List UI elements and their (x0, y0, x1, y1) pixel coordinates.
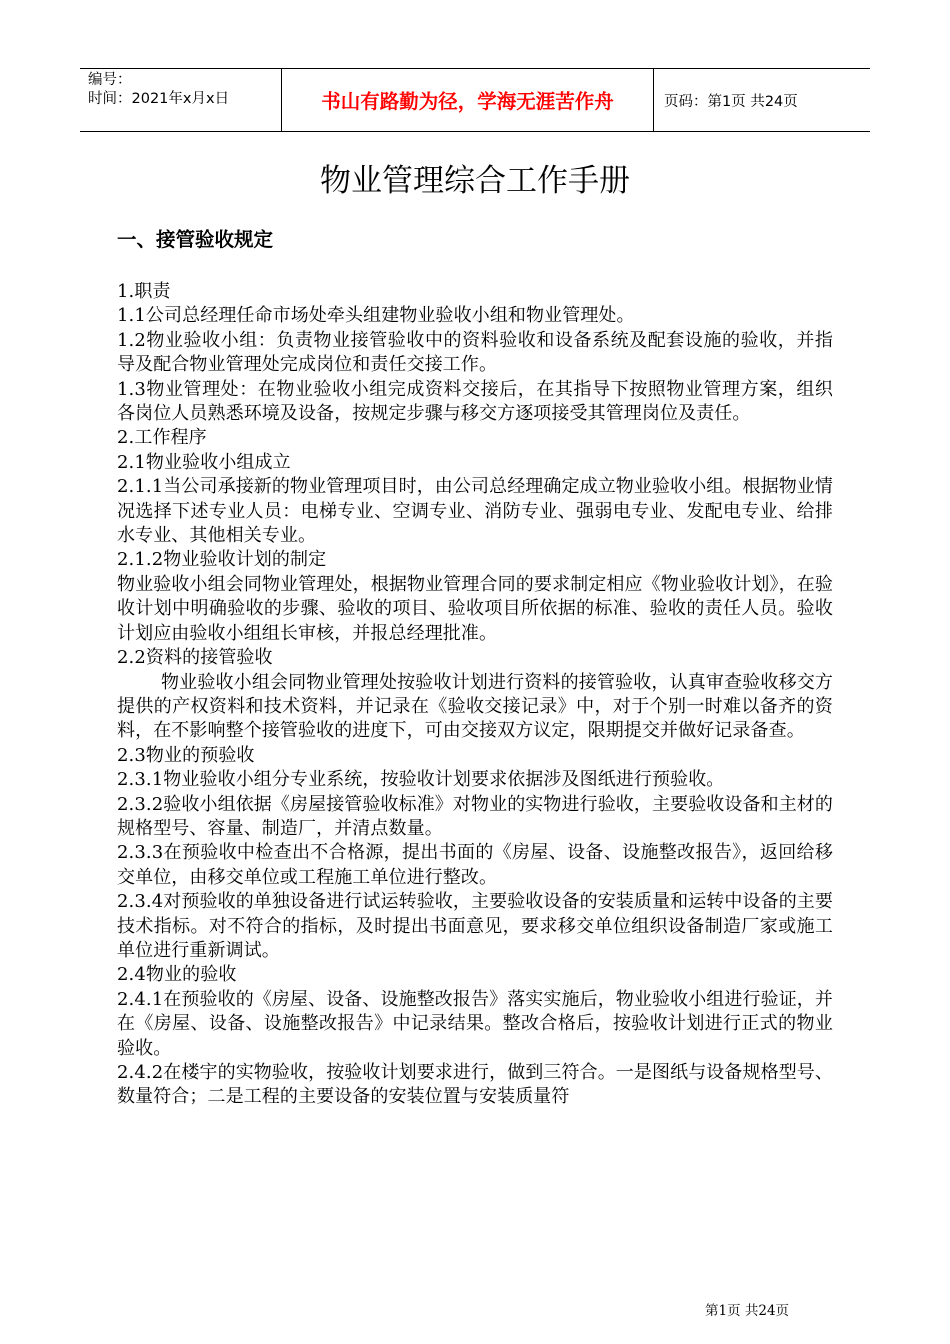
doc-time-label: 时间：2021年x月x日 (88, 91, 230, 107)
doc-number-label: 编号： (88, 72, 132, 88)
document-title: 物业管理综合工作手册 (320, 163, 630, 199)
paragraph: 2.工作程序 (117, 427, 207, 449)
header-meta (80, 69, 282, 131)
paragraph: 2.4.1在预验收的《房屋、设备、设施整改报告》落实实施后，物业验收小组进行验证，并在《房屋、设备、设施整改报告》中记录结果。整改合格后，按验收计划进行正式的物业验收。 (117, 988, 833, 1059)
paragraph: 2.3.2验收小组依据《房屋接管验收标准》对物业的实物进行验收，主要验收设备和主材的规格型号、容量、制造厂，并清点数量。 (117, 793, 833, 839)
paragraph: 2.3.4对预验收的单独设备进行试运转验收，主要验收设备的安装质量和运转中设备的主要技术指标。对不符合的指标，及时提出书面意见，要求移交单位组织设备制造厂家或施工单位进行重新调试。 (117, 891, 833, 961)
paragraph: 2.2资料的接管验收 (117, 647, 273, 669)
section-title: 一、接管验收规定 (117, 228, 274, 251)
paragraph: 2.3.3在预验收中检查出不合格源，提出书面的《房屋、设备、设施整改报告》，返回给移交单位，由移交单位或工程施工单位进行整改。 (117, 842, 833, 888)
paragraph: 1.职责 (117, 281, 171, 302)
header-page-info: 页码：第1页 共24页 (664, 93, 798, 110)
paragraph: 1.2物业验收小组：负责物业接管验收中的资料验收和设备系统及配套设施的验收，并指导及配合物业管理处完成岗位和责任交接工作。 (117, 329, 833, 376)
header-motto: 书山有路勤为径，学海无涯苦作舟 (282, 69, 654, 131)
paragraph: 物业验收小组会同物业管理处按验收计划进行资料的接管验收，认真审查验收移交方提供的产权资料和技术资料，并记录在《验收交接记录》中，对于个别一时难以备齐的资料，在不影响整个接管验收的进度下，可由交接双方议定，限期提交并做好记录备查。 (117, 671, 833, 742)
paragraph: 2.1.2物业验收计划的制定 (117, 549, 327, 571)
paragraph: 物业验收小组会同物业管理处，根据物业管理合同的要求制定相应《物业验收计划》，在验收计划中明确验收的步骤、验收的项目、验收项目所依据的标准、验收的责任人员。验收计划应由验收小组组长审核，并报总经理批准。 (117, 573, 833, 644)
page-header (80, 68, 870, 132)
paragraph: 2.4.2在楼宇的实物验收，按验收计划要求进行，做到三符合。一是图纸与设备规格型号、数量符合；二是工程的主要设备的安装位置与安装质量符 (117, 1062, 833, 1108)
page-footer: 第1页 共24页 (705, 1303, 790, 1319)
paragraph: 2.4物业的验收 (117, 964, 237, 986)
document-body (117, 280, 833, 1110)
paragraph: 2.3物业的预验收 (117, 744, 255, 766)
paragraph: 2.1物业验收小组成立 (117, 451, 291, 473)
paragraph: 2.1.1当公司承接新的物业管理项目时，由公司总经理确定成立物业验收小组。根据物业情况选择下述专业人员：电梯专业、空调专业、消防专业、强弱电专业、发配电专业、给排水专业、其他相关专业。 (117, 476, 833, 547)
paragraph: 1.3物业管理处：在物业验收小组完成资料交接后，在其指导下按照物业管理方案，组织各岗位人员熟悉环境及设备，按规定步骤与移交方逐项接受其管理岗位及责任。 (117, 378, 833, 425)
paragraph: 1.1公司总经理任命市场处牵头组建物业验收小组和物业管理处。 (117, 305, 635, 327)
paragraph: 2.3.1物业验收小组分专业系统，按验收计划要求依据涉及图纸进行预验收。 (117, 769, 725, 791)
